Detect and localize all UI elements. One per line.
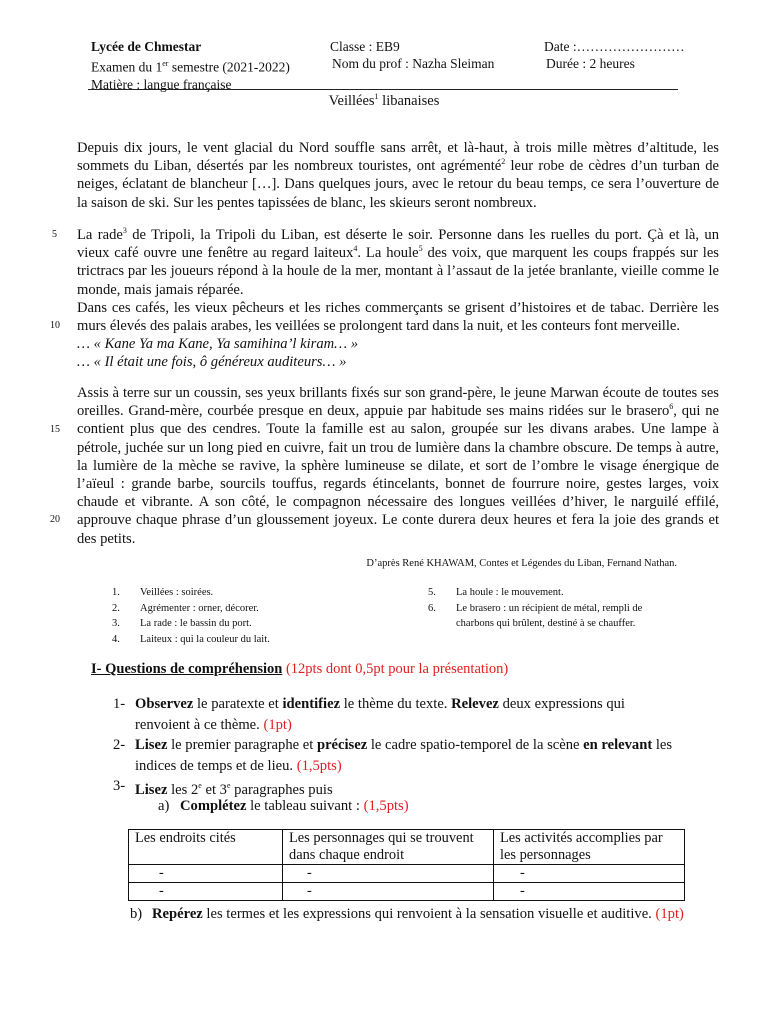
footnote-item: 4. Laiteux : qui la couleur du lait. (112, 633, 270, 645)
paragraph-2 (77, 226, 719, 372)
table-header-cell: Les personnages qui se trouvent dans chaque endroit (283, 830, 494, 865)
table-header-cell: Les endroits cités (129, 830, 283, 865)
table-cell[interactable]: - (283, 883, 494, 901)
exam-page: Lycée de Chmestar Examen du 1er semestre (2021-2022) Matière : langue française Classe : EB9 Nom du prof : Nazha Sleiman Date :…………………… Durée : 2 heures Veillées$^1$ libanaises Depuis dix jours, le vent glacial du Nord souffle sans arrêt, et là-haut, à trois mille mètres d’altitude, les sommets du Liban, désertés par les nombreux touristes, ont agrémenté$^2$ leur robe de cèdres d’un turban de neiges, éclatant de blancheur […]. Dans quelques jours, avec le retour du beau temps, ce sera l’ouverture de la saison de ski. Sur les pentes tapissées de blanc, les skieurs seront nombreux. La rade$^3$ de Tripoli, la Tripoli du Liban, est déserte le soir. Personne dans les ruelles du port. Çà et là, un vieux café ouvre une fenêtre au regard laiteux$^4$. La houle$^5$ des voix, que marquent les coups frappés sur les trictracs par les joueurs répond à la houle de la mer, montant à l’assaut de la jetée branlante, vieille comme le monde, mais jamais réparée. Dans ces cafés, les vieux pêcheurs et les riches commerçants se grisent d’histoires et de tabac. Derrière les murs élevés des palais arabes, les veillées se prolongent tard dans la nuit, et les conteurs font merveille. … « Kane Ya ma Kane, Ya samihina’l kiram… » … « Il était une fois, ô généreux auditeurs… » Assis à terre sur un coussin, ses yeux brillants fixés sur son grand-père, le jeune Marwan écoute de toutes ses oreilles. Grand-mère, courbée presque en deux, appuie par habitude ses mains ridées sur le brasero$^6$, qui ne contient plus que des cendres. Toute la famille est au salon, groupée sur les divans arabes. Une lampe à pétrole, juchée sur un long pied en cuivre, fait un trou de lumière dans la chambre obscure. De temps à autre, la lumière de la mèche se ravive, la sphère lumineuse se dilate, et sort de l’ombre le visage énergique de l’aïeul : grande barbe, sourcils touffus, regards étincelants, bonnet de fourrure noire, gestes larges, voix chaude et vibrante. A son côté, le compagnon nécessaire des longues veillées d’hiver, le narguilé effilé, approuve chaque phrase d’un gloussement joyeux. Le conte durera deux heures et fera la joie des grands et des petits. 5 10 15 20 D’après René KHAWAM, Contes et Légendes du Liban, Fernand Nathan. 1. Veillées : soirées. 2. Agrémenter : orner, décorer. 3. La rade : le bassin du port. 4. Laiteux : qui la couleur du lait. 5. La houle : le mouvement. 6. Le brasero : un récipient de métal, rempli de charbons qui brûlent, destiné à se chauffer. I- Questions de compréhension (12pts dont 0,5pt pour la présentation) 1- Observez le paratexte et identifiez le thème du texte. Relevez deux expressions qui renvoient à ce thème. (1pt) 2- Lisez le premier paragraphe et précisez le cadre spatio-temporel de la scène en relevant les indices de temps et de lieu. (1,5pts) 3- Lisez les 2e et 3e paragraphes puis a) Complétez le tableau suivant : (1,5pts) Les endroits cités Les personnages qui se trouvent dans chaque endroit Les activités accomplies par les personnages - - - - - - b) Repérez les termes et les expressions qui renvoient à la sensation visuelle et auditive. (1pt) (0, 0, 768, 1024)
paragraph-3: Assis à terre sur un coussin, ses yeux brillants fixés sur son grand-père, le jeune Marwan écoute de toutes ses oreilles. Grand-mère, courbée presque en deux, appuie par habitude ses mains ridées sur le brasero$^6$, qui ne contient plus que des cendres. Toute la famille est au salon, groupée sur les divans arabes. Une lampe à pétrole, juchée sur un long pied en cuivre, fait un trou de lumière dans la chambre obscure. De temps à autre, la lumière de la mèche se ravive, la sphère lumineuse se dilate, et sort de l’ombre le visage énergique de l’aïeul : grande barbe, sourcils touffus, regards étincelants, bonnet de fourrure noire, gestes larges, voix chaude et vibrante. A son côté, le compagnon nécessaire des longues veillées d’hiver, le narguilé effilé, approuve chaque phrase d’un gloussement joyeux. Le conte durera deux heures et fera la joie des grands et des petits. (77, 385, 719, 547)
header-right (544, 38, 685, 72)
header-left (91, 38, 290, 93)
exam-line: Examen du 1er semestre (2021-2022) (91, 59, 290, 75)
answer-table (128, 829, 685, 901)
table-cell[interactable]: - (283, 865, 494, 883)
table-cell[interactable]: - (129, 883, 283, 901)
section-heading: I- Questions de compréhension (12pts dont 0,5pt pour la présentation) (91, 661, 509, 677)
source-citation: D’après René KHAWAM, Contes et Légendes du Liban, Fernand Nathan. (366, 558, 677, 569)
date-line: Date :…………………… (544, 39, 685, 54)
footnote-item: 1. Veillées : soirées. (112, 587, 214, 598)
duration-line: Durée : 2 heures (546, 56, 635, 71)
footnote-item: 2. Agrémenter : orner, décorer. (112, 602, 259, 614)
paragraph-1: Depuis dix jours, le vent glacial du Nord souffle sans arrêt, et là-haut, à trois mille mètres d’altitude, les sommets du Liban, désertés par les nombreux touristes, ont agrémenté$^2$ leur robe de cèdres d’un turban de neiges, éclatant de blancheur […]. Dans quelques jours, avec le retour du beau temps, ce sera l’ouverture de la saison de ski. Sur les pentes tapissées de blanc, les skieurs seront nombreux. (77, 140, 719, 211)
class-line: Classe : EB9 (330, 39, 400, 54)
text-title: Veillées$^1$ libanaises (328, 92, 440, 109)
line-number-10: 10 (50, 320, 60, 331)
footnote-item: 5. La houle : le mouvement. (428, 587, 564, 598)
table-cell[interactable]: - (494, 883, 685, 901)
table-header-cell: Les activités accomplies par les personnages (494, 830, 685, 865)
table-header-row (129, 830, 685, 865)
quote-2: … « Il était une fois, ô généreux auditeurs… » (77, 354, 347, 371)
line-number-15: 15 (50, 424, 60, 435)
paragraph-2-part-2: Dans ces cafés, les vieux pêcheurs et les riches commerçants se grisent d’histoires et de tabac. Derrière les murs élevés des palais arabes, les veillées se prolongent tard dans la nuit, et les conteurs font merveille. (77, 299, 719, 335)
quote-1: … « Kane Ya ma Kane, Ya samihina’l kiram… » (77, 336, 359, 353)
footnote-item: 6. Le brasero : un récipient de métal, rempli de charbons qui brûlent, destiné à se chauffer. (428, 602, 643, 629)
header-middle (330, 38, 494, 72)
school-name: Lycée de Chmestar (91, 39, 202, 54)
footnotes-right (428, 585, 678, 632)
footnotes-left (112, 585, 412, 647)
teacher-line: Nom du prof : Nazha Sleiman (332, 56, 495, 71)
line-number-20: 20 (50, 514, 60, 525)
footnote-item: 3. La rade : le bassin du port. (112, 618, 252, 629)
header-divider (88, 89, 678, 90)
table-row (129, 883, 685, 901)
table-row (129, 865, 685, 883)
table-cell[interactable]: - (494, 865, 685, 883)
paragraph-2-part-1: La rade$^3$ de Tripoli, la Tripoli du Liban, est déserte le soir. Personne dans les ruelles du port. Çà et là, un vieux café ouvre une fenêtre au regard laiteux$^4$. La houle$^5$ des voix, que marquent les coups frappés sur les trictracs par les joueurs répond à la houle de la mer, montant à l’assaut de la jetée branlante, vieille comme le monde, mais jamais réparée. (77, 226, 719, 298)
subject-line: Matière : langue française (91, 76, 232, 92)
table-cell[interactable]: - (129, 865, 283, 883)
line-number-5: 5 (52, 229, 57, 240)
